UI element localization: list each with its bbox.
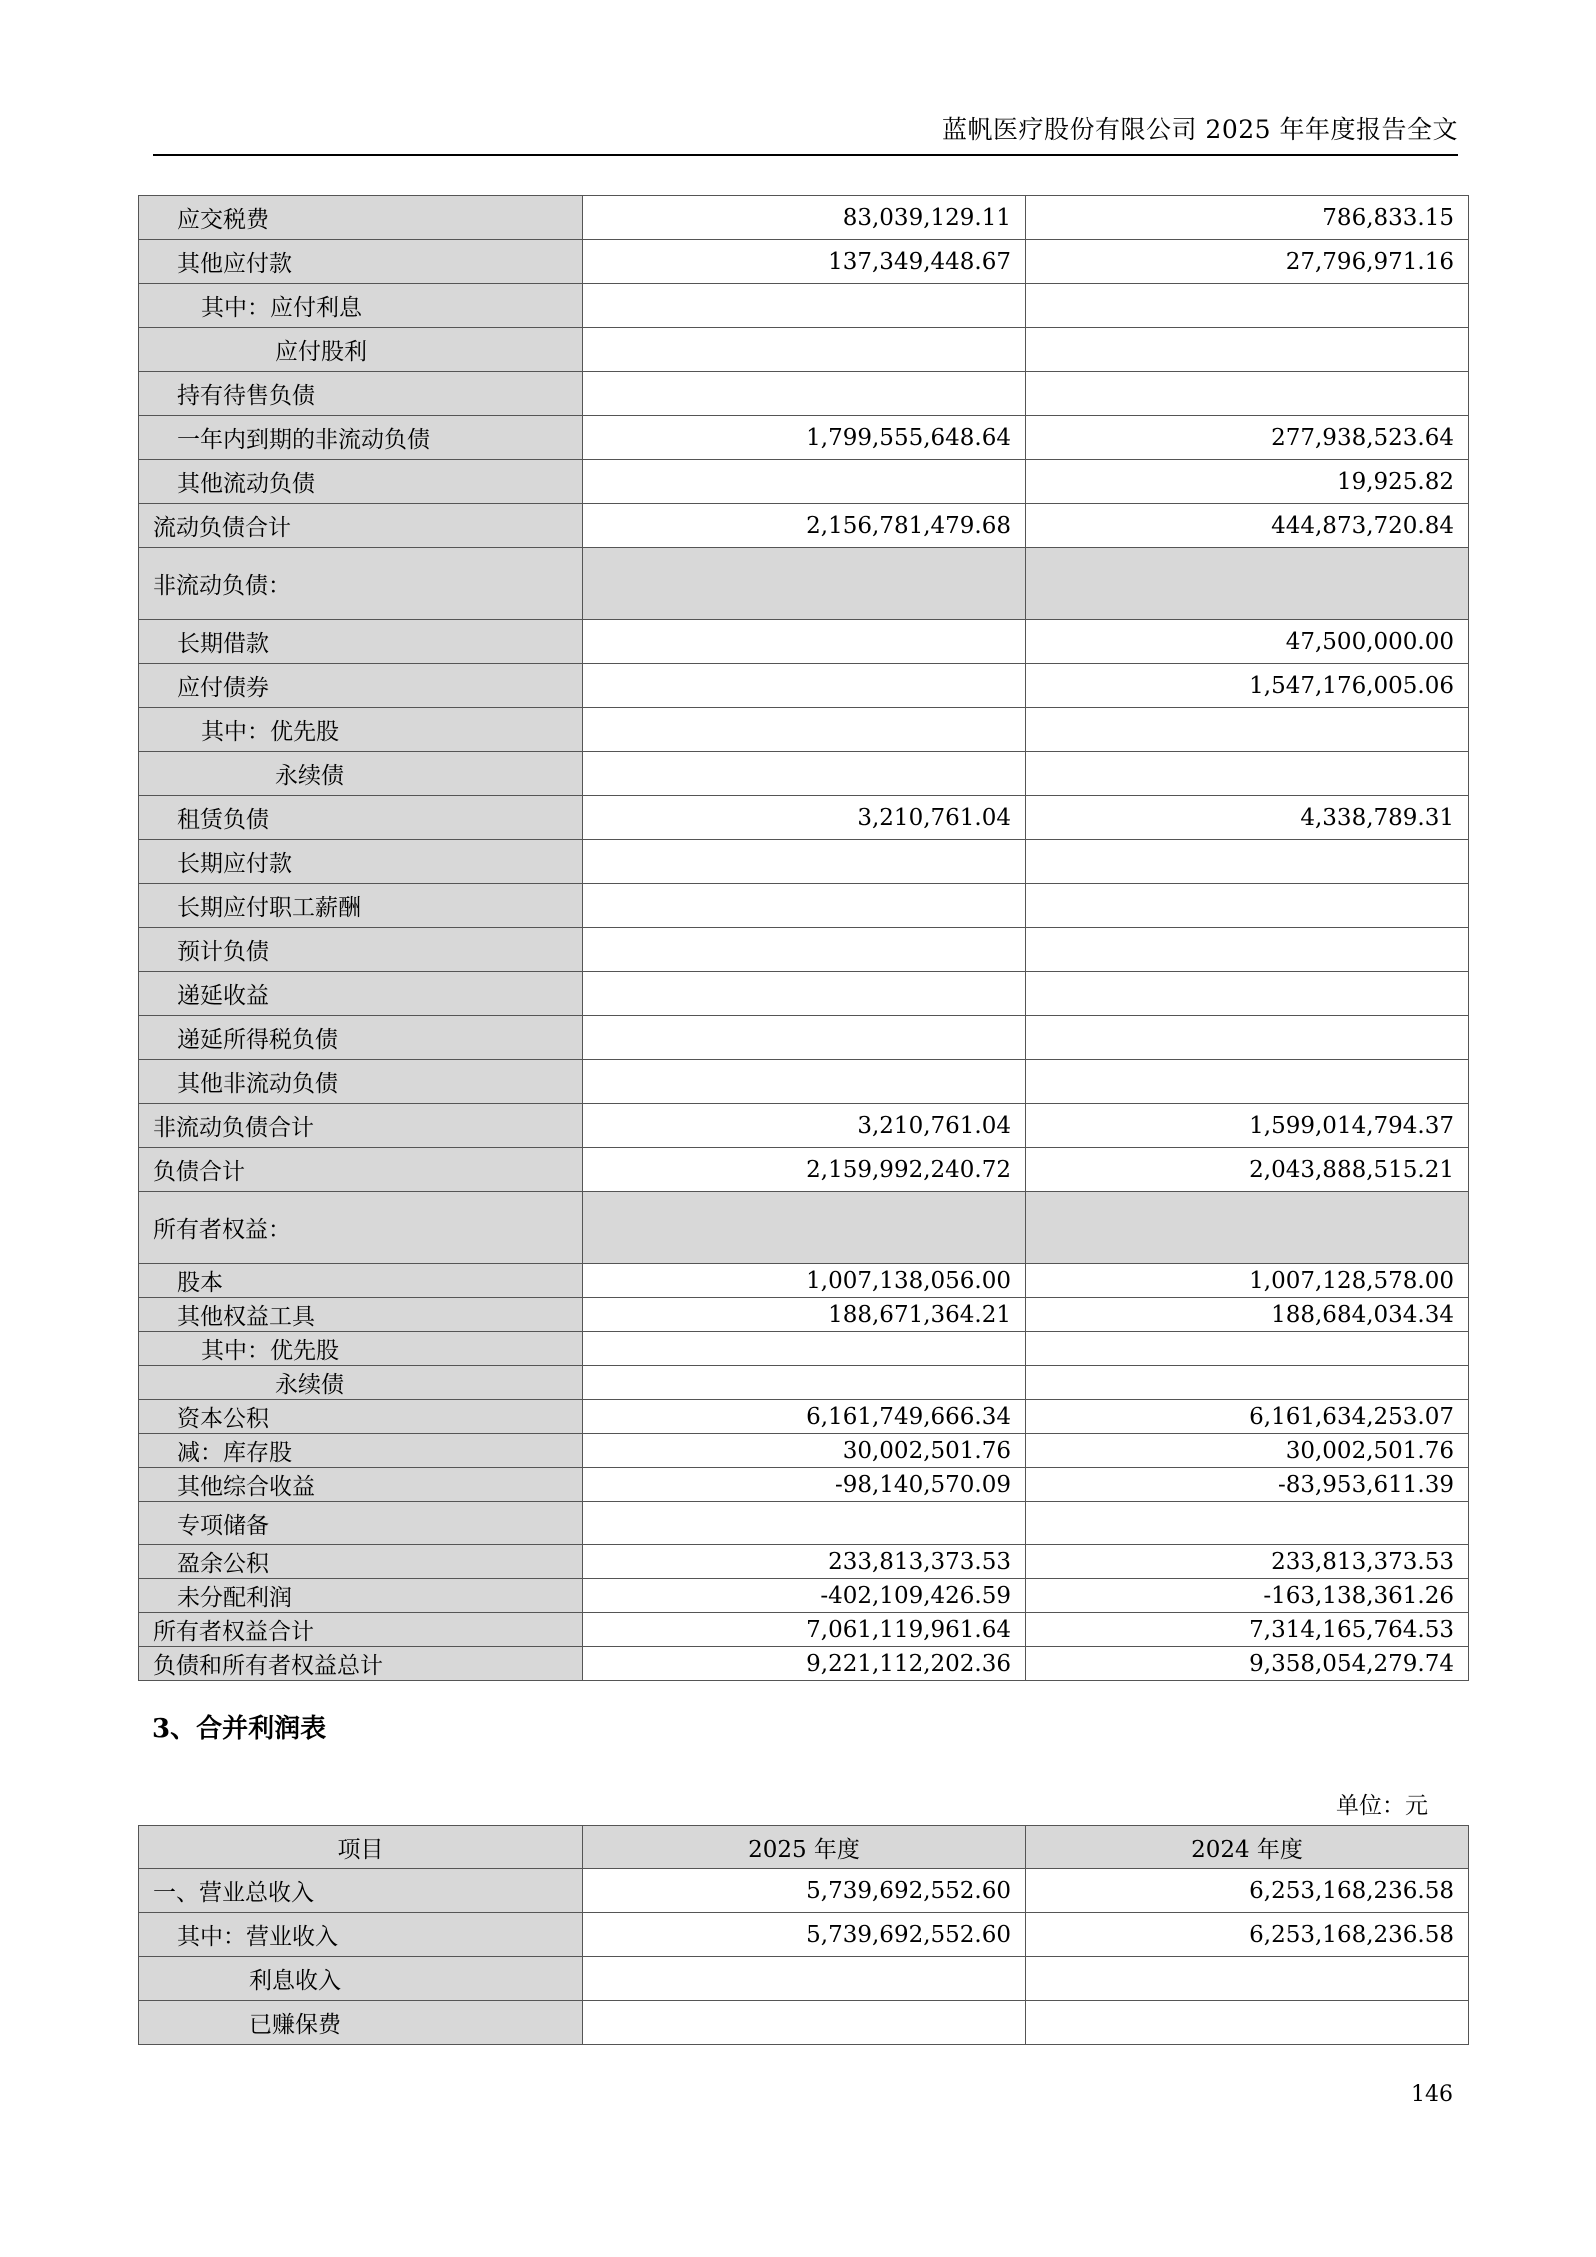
row-label: 已赚保费 xyxy=(139,2001,583,2045)
table-row xyxy=(139,372,1469,416)
column-header-2024: 2024 年度 xyxy=(1026,1826,1469,1869)
row-label: 非流动负债： xyxy=(139,548,583,620)
income-statement-title: 3、合并利润表 xyxy=(152,1714,327,1744)
value-2025: 2,159,992,240.72 xyxy=(583,1148,1026,1192)
value-2024: 786,833.15 xyxy=(1026,196,1469,240)
value-2025: 137,349,448.67 xyxy=(583,240,1026,284)
value-2025 xyxy=(583,664,1026,708)
value-2025 xyxy=(583,328,1026,372)
value-2024: 27,796,971.16 xyxy=(1026,240,1469,284)
value-2025 xyxy=(583,460,1026,504)
row-label: 其他综合收益 xyxy=(139,1468,583,1502)
value-2025 xyxy=(583,372,1026,416)
table-row xyxy=(139,1104,1469,1148)
table-row xyxy=(139,1502,1469,1545)
row-label: 专项储备 xyxy=(139,1502,583,1545)
table-header-row xyxy=(139,1826,1469,1869)
value-2024: -83,953,611.39 xyxy=(1026,1468,1469,1502)
row-label: 非流动负债合计 xyxy=(139,1104,583,1148)
value-2025 xyxy=(583,928,1026,972)
table-row xyxy=(139,1647,1469,1681)
value-2024 xyxy=(1026,928,1469,972)
row-label: 永续债 xyxy=(139,752,583,796)
value-2025 xyxy=(583,1957,1026,2001)
value-2025: 5,739,692,552.60 xyxy=(583,1869,1026,1913)
row-label: 其中：优先股 xyxy=(139,1332,583,1366)
table-row xyxy=(139,1298,1469,1332)
table-row xyxy=(139,1016,1469,1060)
value-2025 xyxy=(583,1366,1026,1400)
value-2024 xyxy=(1026,972,1469,1016)
row-label: 其中：优先股 xyxy=(139,708,583,752)
row-label: 所有者权益： xyxy=(139,1192,583,1264)
value-2025: 2,156,781,479.68 xyxy=(583,504,1026,548)
row-label: 其他应付款 xyxy=(139,240,583,284)
row-label: 负债合计 xyxy=(139,1148,583,1192)
value-2024: 1,007,128,578.00 xyxy=(1026,1264,1469,1298)
table-row xyxy=(139,284,1469,328)
table-row xyxy=(139,928,1469,972)
value-2024: 30,002,501.76 xyxy=(1026,1434,1469,1468)
value-2025 xyxy=(583,1192,1026,1264)
value-2024 xyxy=(1026,372,1469,416)
value-2024: 188,684,034.34 xyxy=(1026,1298,1469,1332)
value-2024 xyxy=(1026,1366,1469,1400)
header-divider xyxy=(153,154,1458,156)
value-2024 xyxy=(1026,840,1469,884)
value-2025 xyxy=(583,284,1026,328)
table-row xyxy=(139,196,1469,240)
value-2024: 444,873,720.84 xyxy=(1026,504,1469,548)
row-label: 递延收益 xyxy=(139,972,583,1016)
value-2024 xyxy=(1026,1957,1469,2001)
value-2025 xyxy=(583,752,1026,796)
table-row xyxy=(139,1913,1469,1957)
table-row xyxy=(139,840,1469,884)
value-2025 xyxy=(583,1332,1026,1366)
value-2025: 3,210,761.04 xyxy=(583,796,1026,840)
value-2024: 4,338,789.31 xyxy=(1026,796,1469,840)
row-label: 租赁负债 xyxy=(139,796,583,840)
income-statement-table xyxy=(138,1825,1469,2045)
value-2024: 6,161,634,253.07 xyxy=(1026,1400,1469,1434)
row-label: 其他非流动负债 xyxy=(139,1060,583,1104)
value-2024: 7,314,165,764.53 xyxy=(1026,1613,1469,1647)
value-2025: 3,210,761.04 xyxy=(583,1104,1026,1148)
row-label: 应付股利 xyxy=(139,328,583,372)
table-row xyxy=(139,1545,1469,1579)
value-2025 xyxy=(583,840,1026,884)
row-label: 盈余公积 xyxy=(139,1545,583,1579)
value-2025 xyxy=(583,1502,1026,1545)
table-row xyxy=(139,620,1469,664)
row-label: 长期应付职工薪酬 xyxy=(139,884,583,928)
row-label: 其中：营业收入 xyxy=(139,1913,583,1957)
table-row xyxy=(139,1366,1469,1400)
value-2024: 19,925.82 xyxy=(1026,460,1469,504)
value-2025 xyxy=(583,548,1026,620)
value-2025 xyxy=(583,620,1026,664)
value-2024 xyxy=(1026,708,1469,752)
value-2025: 5,739,692,552.60 xyxy=(583,1913,1026,1957)
table-row xyxy=(139,1869,1469,1913)
value-2025: 7,061,119,961.64 xyxy=(583,1613,1026,1647)
value-2024: 47,500,000.00 xyxy=(1026,620,1469,664)
row-label: 所有者权益合计 xyxy=(139,1613,583,1647)
table-row xyxy=(139,240,1469,284)
table-row xyxy=(139,460,1469,504)
table-row xyxy=(139,1468,1469,1502)
value-2024 xyxy=(1026,1502,1469,1545)
value-2024 xyxy=(1026,548,1469,620)
row-label: 一、营业总收入 xyxy=(139,1869,583,1913)
report-header-title: 蓝帆医疗股份有限公司 2025 年年度报告全文 xyxy=(941,115,1458,144)
table-row xyxy=(139,1957,1469,2001)
value-2025 xyxy=(583,1016,1026,1060)
row-label: 负债和所有者权益总计 xyxy=(139,1647,583,1681)
value-2025: 6,161,749,666.34 xyxy=(583,1400,1026,1434)
value-2024 xyxy=(1026,284,1469,328)
table-row xyxy=(139,796,1469,840)
table-row xyxy=(139,1434,1469,1468)
row-label: 一年内到期的非流动负债 xyxy=(139,416,583,460)
table-row xyxy=(139,1264,1469,1298)
value-2024 xyxy=(1026,1060,1469,1104)
value-2025: -98,140,570.09 xyxy=(583,1468,1026,1502)
row-label: 减：库存股 xyxy=(139,1434,583,1468)
value-2025 xyxy=(583,708,1026,752)
row-label: 长期应付款 xyxy=(139,840,583,884)
table-row xyxy=(139,972,1469,1016)
value-2025: 1,007,138,056.00 xyxy=(583,1264,1026,1298)
value-2024: 1,599,014,794.37 xyxy=(1026,1104,1469,1148)
value-2024 xyxy=(1026,1332,1469,1366)
value-2025: 9,221,112,202.36 xyxy=(583,1647,1026,1681)
value-2025: 188,671,364.21 xyxy=(583,1298,1026,1332)
table-row xyxy=(139,416,1469,460)
table-row xyxy=(139,1332,1469,1366)
value-2024: 277,938,523.64 xyxy=(1026,416,1469,460)
table-row xyxy=(139,664,1469,708)
value-2024: 6,253,168,236.58 xyxy=(1026,1913,1469,1957)
value-2024 xyxy=(1026,752,1469,796)
table-row xyxy=(139,1400,1469,1434)
value-2025: -402,109,426.59 xyxy=(583,1579,1026,1613)
value-2024: 2,043,888,515.21 xyxy=(1026,1148,1469,1192)
row-label: 利息收入 xyxy=(139,1957,583,2001)
table-row xyxy=(139,2001,1469,2045)
row-label: 应付债券 xyxy=(139,664,583,708)
unit-label: 单位：元 xyxy=(1336,1793,1428,1819)
page-number: 146 xyxy=(1411,2082,1453,2107)
value-2024: 9,358,054,279.74 xyxy=(1026,1647,1469,1681)
value-2024 xyxy=(1026,1192,1469,1264)
value-2025: 1,799,555,648.64 xyxy=(583,416,1026,460)
value-2024 xyxy=(1026,328,1469,372)
value-2025 xyxy=(583,2001,1026,2045)
value-2024: -163,138,361.26 xyxy=(1026,1579,1469,1613)
value-2025 xyxy=(583,884,1026,928)
value-2025: 30,002,501.76 xyxy=(583,1434,1026,1468)
value-2024 xyxy=(1026,884,1469,928)
row-label: 其他流动负债 xyxy=(139,460,583,504)
value-2025 xyxy=(583,1060,1026,1104)
table-row xyxy=(139,752,1469,796)
value-2025: 233,813,373.53 xyxy=(583,1545,1026,1579)
table-row xyxy=(139,548,1469,620)
row-label: 股本 xyxy=(139,1264,583,1298)
row-label: 递延所得税负债 xyxy=(139,1016,583,1060)
row-label: 永续债 xyxy=(139,1366,583,1400)
column-header-2025: 2025 年度 xyxy=(583,1826,1026,1869)
table-row xyxy=(139,1148,1469,1192)
table-row xyxy=(139,1060,1469,1104)
table-row xyxy=(139,1579,1469,1613)
balance-sheet-table xyxy=(138,195,1469,1681)
value-2024: 1,547,176,005.06 xyxy=(1026,664,1469,708)
value-2024 xyxy=(1026,2001,1469,2045)
table-row xyxy=(139,884,1469,928)
row-label: 预计负债 xyxy=(139,928,583,972)
row-label: 其他权益工具 xyxy=(139,1298,583,1332)
row-label: 资本公积 xyxy=(139,1400,583,1434)
row-label: 应交税费 xyxy=(139,196,583,240)
table-row xyxy=(139,1192,1469,1264)
row-label: 持有待售负债 xyxy=(139,372,583,416)
table-row xyxy=(139,328,1469,372)
value-2024: 233,813,373.53 xyxy=(1026,1545,1469,1579)
row-label: 流动负债合计 xyxy=(139,504,583,548)
value-2025 xyxy=(583,972,1026,1016)
value-2024: 6,253,168,236.58 xyxy=(1026,1869,1469,1913)
value-2025: 83,039,129.11 xyxy=(583,196,1026,240)
table-row xyxy=(139,504,1469,548)
column-header-item: 项目 xyxy=(139,1826,583,1869)
table-row xyxy=(139,708,1469,752)
table-row xyxy=(139,1613,1469,1647)
value-2024 xyxy=(1026,1016,1469,1060)
row-label: 未分配利润 xyxy=(139,1579,583,1613)
row-label: 长期借款 xyxy=(139,620,583,664)
row-label: 其中：应付利息 xyxy=(139,284,583,328)
